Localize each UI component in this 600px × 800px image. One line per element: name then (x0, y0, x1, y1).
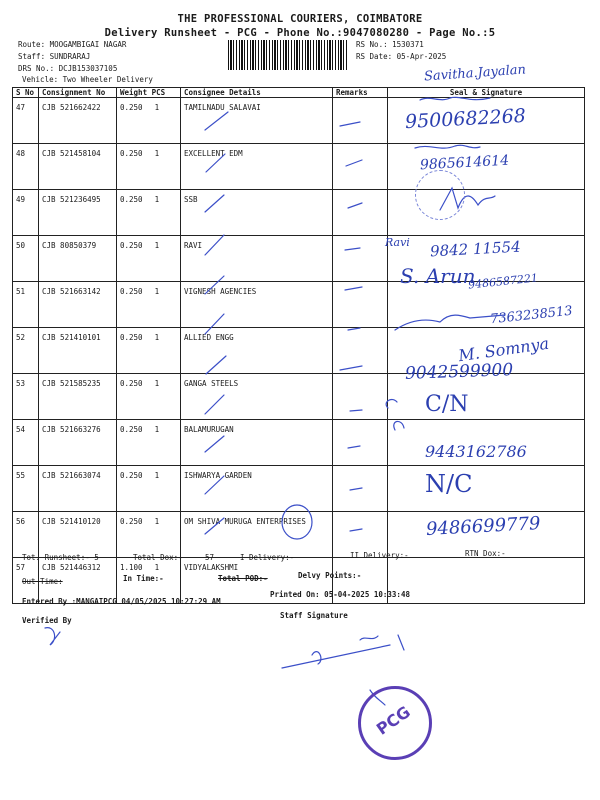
company-title: THE PROFESSIONAL COURIERS, COIMBATORE (177, 13, 423, 25)
printed-on: Printed On: 05-04-2025 10:33:48 (270, 590, 410, 599)
handwritten-name-53: M. Somnya (457, 333, 551, 366)
weight-value: 1.100 (120, 563, 143, 572)
drs-number: DRS No.: DCJB153037105 (18, 64, 118, 73)
cell-consignee: EXCELLENT EDM (181, 144, 333, 190)
total-dox-label: Total Dox:- (133, 553, 183, 562)
pcs-value: 1 (154, 471, 160, 480)
weight-value: 0.250 (120, 241, 143, 250)
entered-by: Entered By :MANGAIPCG 04/05/2025 10:27:29 AM (22, 597, 221, 606)
col-sno: S No (13, 88, 39, 98)
cell-sno: 50 (13, 236, 39, 282)
handwritten-receiver-name: Savitha.Jayalan (423, 62, 527, 85)
ii-delivery-label: II Delivery:- (350, 551, 409, 560)
out-time-label: Out Time: (22, 577, 63, 586)
cell-consignee: SSB (181, 190, 333, 236)
weight-value: 0.250 (120, 471, 143, 480)
verified-by-label: Verified By (22, 616, 72, 625)
cell-sno: 51 (13, 282, 39, 328)
cell-consignment-no: CJB 80850379 (39, 236, 117, 282)
handwritten-name-50: Ravi (385, 236, 410, 249)
weight-value: 0.250 (120, 195, 143, 204)
cell-sno: 49 (13, 190, 39, 236)
weight-value: 0.250 (120, 333, 143, 342)
cell-consignee: RAVI (181, 236, 333, 282)
col-seal-signature: Seal & Signature (388, 88, 585, 98)
cell-consignment-no: CJB 521236495 (39, 190, 117, 236)
pcs-value: 1 (154, 149, 160, 158)
cell-consignment-no: CJB 521585235 (39, 374, 117, 420)
cell-consignee: BALAMURUGAN (181, 420, 333, 466)
handwritten-phone-55: 9443162786 (425, 442, 527, 461)
cell-consignee: TAMILNADU SALAVAI (181, 98, 333, 144)
pcs-value: 1 (154, 195, 160, 204)
rs-number: RS No.: 1530371 (356, 40, 424, 49)
receiver-seal-mark (415, 170, 465, 220)
cell-consignment-no: CJB 521663142 (39, 282, 117, 328)
handwritten-phone-51: 9486587221 (467, 271, 539, 292)
cell-consignment-no: CJB 521663276 (39, 420, 117, 466)
handwritten-phone-53: 9042599900 (404, 360, 514, 384)
delivery-points-label: Delvy Points:- (298, 571, 362, 580)
col-consignee: Consignee Details (181, 88, 333, 98)
total-pod-label: Total POD:- (218, 574, 268, 583)
cell-sno: 53 (13, 374, 39, 420)
weight-value: 0.250 (120, 425, 143, 434)
pcs-value: 1 (154, 241, 160, 250)
cell-consignment-no: CJB 521410120 (39, 512, 117, 558)
total-runsheet: Tot. Runsheet:- 5 (22, 553, 99, 562)
staff-signature-label: Staff Signature (280, 611, 348, 620)
cell-sno: 48 (13, 144, 39, 190)
cell-consignment-no: CJB 521446312 (39, 558, 117, 604)
cell-sno: 56 (13, 512, 39, 558)
handwritten-remark-54: C/N (425, 392, 469, 417)
cell-sno: 52 (13, 328, 39, 374)
weight-value: 0.250 (120, 379, 143, 388)
cell-consignee: ALLIED ENGG (181, 328, 333, 374)
cell-sno: 47 (13, 98, 39, 144)
col-weight-pcs: Weight PCS (117, 88, 181, 98)
pcs-value: 1 (154, 425, 160, 434)
cell-consignee: OM SHIVA MURUGA ENTERPRISES (181, 512, 333, 558)
handwritten-phone-50: 9842 11554 (429, 237, 522, 261)
staff-label: Staff: SUNDRARAJ (18, 52, 91, 61)
pcs-value: 1 (154, 563, 160, 572)
handwritten-remark-56: N/C (425, 470, 473, 498)
weight-value: 0.250 (120, 103, 143, 112)
cell-sno: 57 (13, 558, 39, 604)
pcs-value: 1 (154, 379, 160, 388)
handwritten-phone-48: 9865614614 (419, 152, 510, 174)
i-delivery-label: I Delivery:- (240, 553, 295, 562)
pcs-value: 1 (154, 333, 160, 342)
pcs-value: 1 (154, 287, 160, 296)
cell-consignee: GANGA STEELS (181, 374, 333, 420)
handwritten-name-51: S. Arun (400, 264, 476, 288)
cell-sno: 54 (13, 420, 39, 466)
handwritten-phone-52: 7363238513 (489, 303, 574, 328)
col-consignment: Consignment No (39, 88, 117, 98)
cell-consignee: ISHWARYA GARDEN (181, 466, 333, 512)
pcg-stamp: PCG (358, 686, 432, 760)
handwritten-phone-47: 9500682268 (404, 104, 527, 134)
pcs-value: 1 (154, 103, 160, 112)
total-dox-value: 57 (205, 553, 215, 562)
rtn-dox-label: RTN Dox:- (465, 549, 506, 558)
cell-sno: 55 (13, 466, 39, 512)
handwritten-phone-57: 9486699779 (425, 513, 542, 540)
in-time-label: In Time:- (123, 574, 164, 583)
weight-value: 0.250 (120, 517, 143, 526)
weight-value: 0.250 (120, 149, 143, 158)
cell-consignment-no: CJB 521458104 (39, 144, 117, 190)
pcs-value: 1 (154, 517, 160, 526)
cell-consignee: VIGNESH AGENCIES (181, 282, 333, 328)
cell-consignment-no: CJB 521410101 (39, 328, 117, 374)
weight-value: 0.250 (120, 287, 143, 296)
cell-consignment-no: CJB 521662422 (39, 98, 117, 144)
col-remarks: Remarks (333, 88, 388, 98)
runsheet-subtitle: Delivery Runsheet - PCG - Phone No.:9047080280 - Page No.:5 (104, 27, 496, 39)
rs-date: RS Date: 05-Apr-2025 (356, 52, 447, 61)
route-label: Route: MOOGAMBIGAI NAGAR (18, 40, 127, 49)
cell-consignment-no: CJB 521663074 (39, 466, 117, 512)
vehicle-label: Vehicle: Two Wheeler Delivery (22, 75, 153, 84)
cell-consignee: VIDYALAKSHMI (181, 558, 333, 604)
